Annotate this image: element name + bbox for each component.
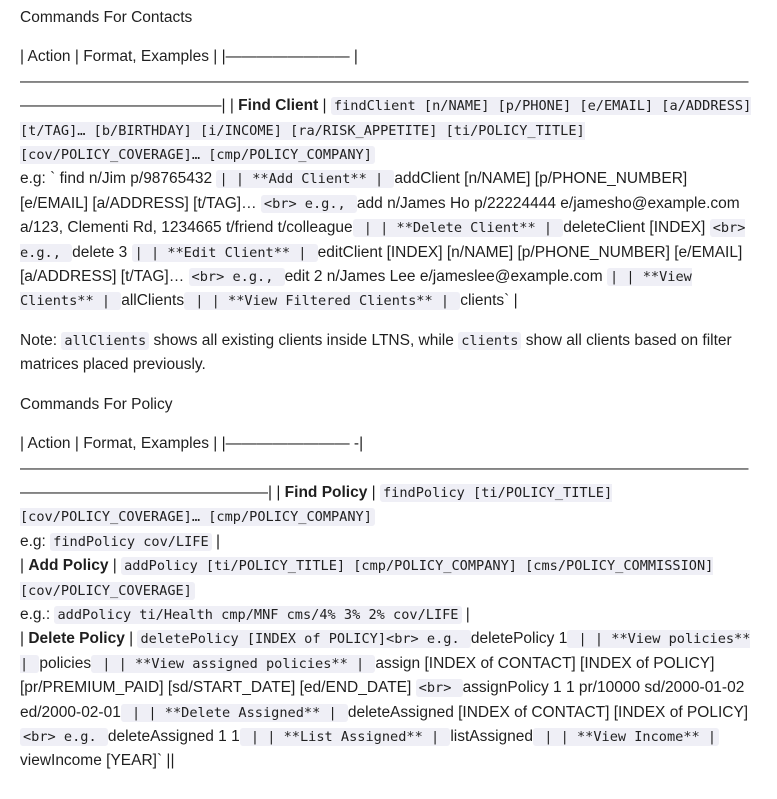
inline-code: findPolicy [ti/POLICY_TITLE] [cov/POLICY_COVERAGE]… [cmp/POLICY_COMPANY]: [20, 484, 613, 526]
inline-code: | | **View Filtered Clients** |: [184, 292, 460, 310]
text-run: |: [108, 557, 122, 575]
inline-code: <br> e.g.,: [20, 220, 746, 261]
inline-code: | | **View Income** |: [533, 728, 719, 746]
inline-code: findPolicy cov/LIFE: [50, 533, 212, 551]
text-run: |: [124, 630, 138, 648]
text-run: allClients: [121, 292, 185, 310]
text-run: addClient [n/NAME] [p/PHONE_NUMBER] [e/EMAIL] [a/ADDRESS] [t/TAG]…: [20, 170, 688, 212]
contacts-table-text: [20, 45, 757, 313]
contacts-heading: Commands For Contacts: [20, 9, 193, 26]
text-run: editClient [INDEX] [n/NAME] [p/PHONE_NUMBER] [e/EMAIL] [a/ADDRESS] [t/TAG]…: [20, 243, 743, 286]
inline-code: | | **Add Client** |: [216, 170, 394, 188]
text-run: shows all existing clients inside LTNS, while: [149, 331, 459, 349]
text-run: | Action | Format, Examples | |———————— |————————————————————————————————————————————————————————————| |: [20, 48, 749, 115]
inline-code: | | **View assigned policies** |: [91, 655, 375, 673]
text-run: e.g: ` find n/Jim p/98765432: [20, 170, 217, 188]
text-run: |: [367, 483, 380, 501]
inline-code: addPolicy [ti/POLICY_TITLE] [cmp/POLICY_COMPANY] [cms/POLICY_COMMISSION] [cov/POLICY_COVERAGE]: [20, 558, 714, 599]
policy-heading: Commands For Policy: [20, 395, 173, 413]
text-run: viewIncome [YEAR]` ||: [20, 752, 175, 770]
inline-code: | | **List Assigned** |: [240, 728, 451, 746]
inline-code: deletePolicy [INDEX of POLICY]<br> e.g.: [137, 630, 470, 648]
text-run: add n/James Ho p/22224444 e/jamesho@example.com a/123, Clementi Rd, 1234665 t/friend t/colleague: [20, 194, 740, 237]
inline-code: | | **View Clients** |: [20, 269, 692, 310]
text-run: listAssigned: [450, 727, 534, 745]
find-client-format: findClient [n/NAME] [p/PHONE] [e/EMAIL] [a/ADDRESS] [t/TAG]… [b/BIRTHDAY] [i/INCOME] [ra/RISK_APPETITE] [ti/POLICY_TITLE] [cov/POLICY_COVERAGE]… [cmp/POLICY_COMPANY]: [20, 98, 752, 164]
add-policy-label: Add Policy: [28, 557, 109, 575]
text-run: e.g.:: [20, 605, 55, 623]
delete-policy-label: Delete Policy: [28, 630, 125, 648]
contacts-note: [20, 329, 757, 378]
inline-code: clients: [458, 332, 521, 350]
text-run: |: [318, 97, 331, 115]
inline-code: | | **Edit Client** |: [132, 244, 318, 262]
inline-code: | | **Delete Assigned** |: [121, 704, 348, 722]
text-run: |: [461, 605, 470, 623]
text-run: |: [20, 557, 29, 575]
text-run: deleteAssigned 1 1: [107, 727, 240, 745]
text-run: clients` |: [460, 292, 518, 310]
text-run: show all clients based on filter matrices placed previously.: [20, 331, 732, 374]
find-policy-label: Find Policy: [284, 483, 368, 501]
text-run: deleteAssigned [INDEX of CONTACT] [INDEX of POLICY]: [347, 703, 749, 721]
inline-code: | | **View policies** |: [20, 631, 751, 672]
inline-code: <br>: [416, 679, 463, 697]
text-run: | Action | Format, Examples | |———————— -|———————————————————————————————————————————————————————————————| |: [20, 435, 749, 501]
text-run: |: [211, 532, 221, 550]
text-run: Note:: [20, 331, 62, 349]
text-run: delete 3: [72, 243, 132, 261]
inline-code: | | **Delete Client** |: [353, 219, 564, 237]
find-client-label: Find Client: [238, 97, 319, 115]
text-run: assignPolicy 1 1 pr/10000 sd/2000-01-02 ed/2000-02-01: [20, 679, 745, 721]
inline-code: <br> e.g.,: [189, 268, 285, 286]
inline-code: <br> e.g.,: [261, 195, 357, 213]
policy-table-text: [20, 432, 757, 774]
text-run: policies: [39, 654, 92, 672]
text-run: e.g:: [20, 532, 51, 550]
text-run: |: [20, 630, 29, 648]
text-run: assign [INDEX of CONTACT] [INDEX of POLICY] [pr/PREMIUM_PAID] [sd/START_DATE] [ed/END_DATE]: [20, 654, 715, 697]
inline-code: <br> e.g.: [20, 728, 108, 746]
text-run: edit 2 n/James Lee e/jameslee@example.com: [284, 268, 608, 286]
text-run: deleteClient [INDEX]: [563, 219, 710, 237]
inline-code: addPolicy ti/Health cmp/MNF cms/4% 3% 2% cov/LIFE: [54, 606, 461, 624]
inline-code: allClients: [61, 332, 149, 350]
text-run: deletePolicy 1: [470, 630, 568, 648]
